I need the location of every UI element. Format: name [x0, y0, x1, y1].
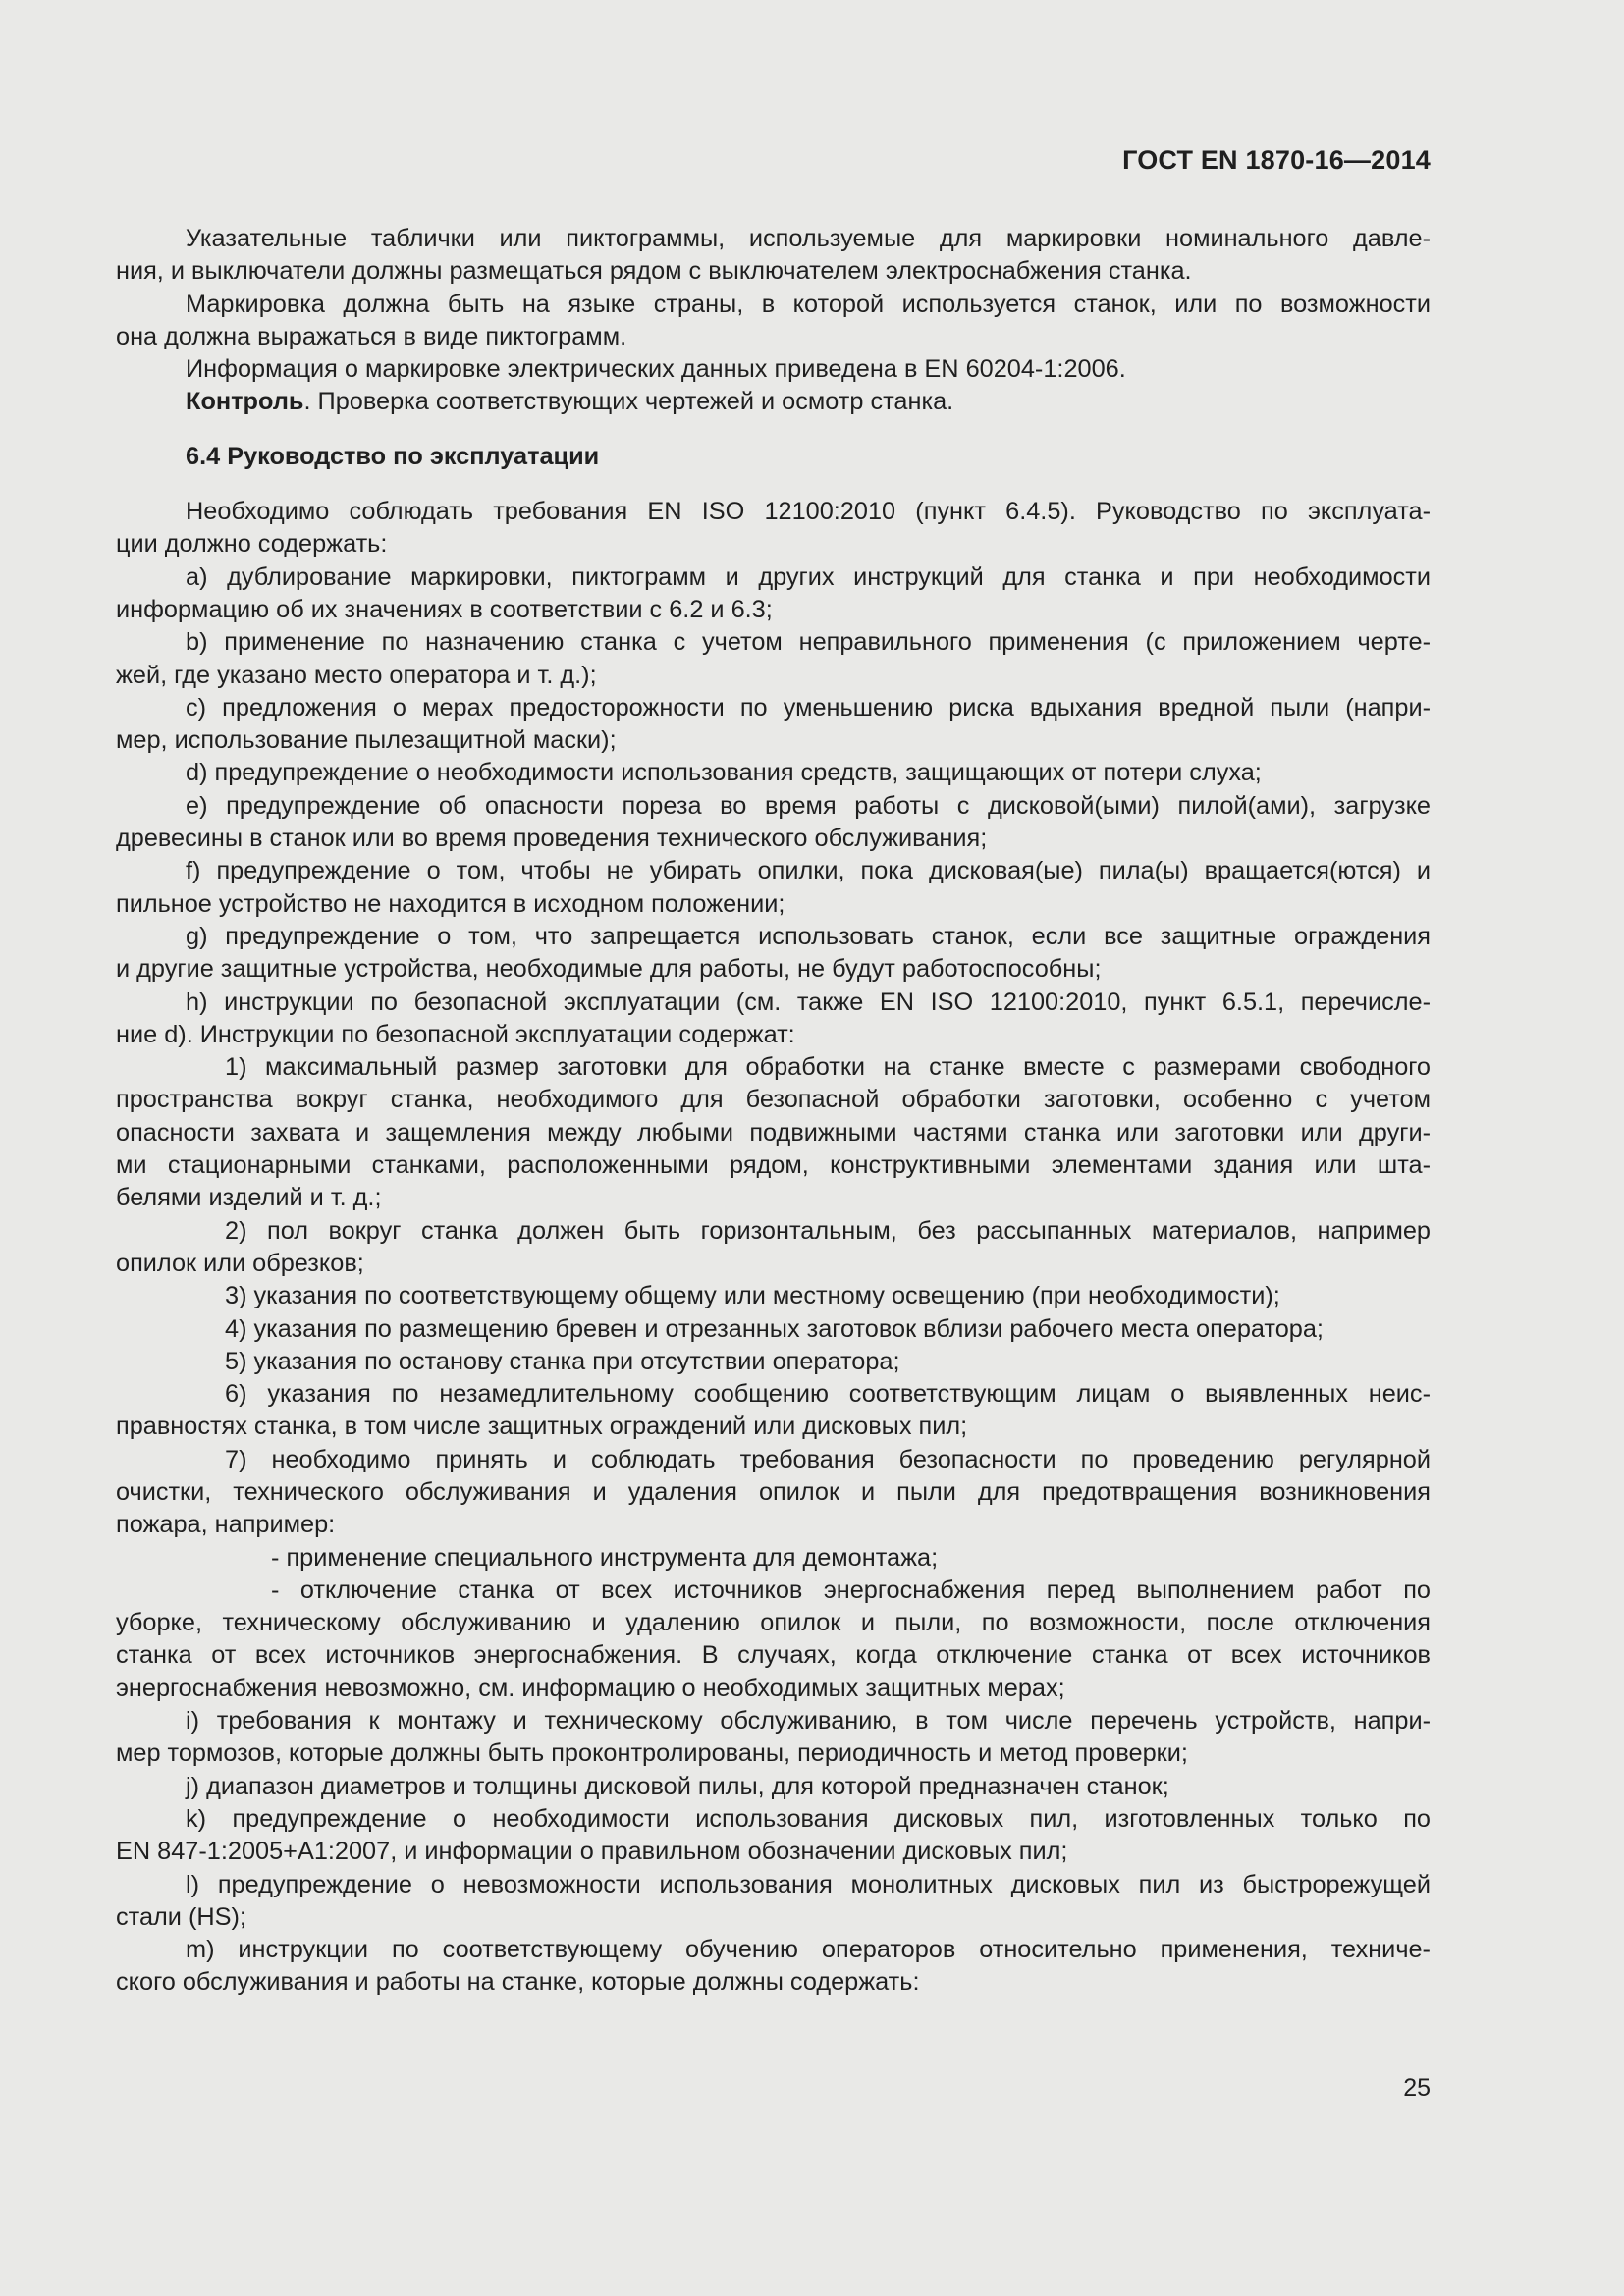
paragraph [116, 1771, 1431, 1803]
text-line: ми стационарными станками, расположенными рядом, конструктивными элементами здания или шта- [116, 1151, 1431, 1180]
text-line: 4) указания по размещению бревен и отрезанных заготовок вблизи рабочего места оператора; [225, 1314, 1324, 1343]
text-line: g) предупреждение о том, что запрещается использовать станок, если все защитные ограждения [186, 922, 1431, 950]
paragraph [116, 561, 1431, 627]
paragraph [116, 692, 1431, 758]
text-line: ского обслуживания и работы на станке, которые должны содержать: [116, 1968, 920, 1997]
text-line [116, 386, 1431, 418]
paragraph [116, 790, 1431, 856]
paragraph [116, 289, 1431, 354]
paragraph [116, 921, 1431, 987]
text-line: 3) указания по соответствующему общему или местному освещению (при необходимости); [225, 1282, 1280, 1310]
text-line: l) предупреждение о невозможности использования монолитных дисковых пил из быстрорежущей [186, 1870, 1431, 1898]
paragraph [116, 1346, 1431, 1378]
paragraph [116, 1051, 1431, 1214]
text-line: 7) необходимо принять и соблюдать требования безопасности по проведению регулярной [225, 1445, 1431, 1473]
paragraph [116, 1378, 1431, 1444]
text-line: белями изделий и т. д.; [116, 1184, 382, 1212]
section-paragraphs [116, 496, 1431, 2000]
text-fragment: . Проверка соответствующих чертежей и осмотр станка. [303, 388, 954, 416]
section-title: 6.4 Руководство по эксплуатации [186, 442, 600, 470]
text-line: h) инструкции по безопасной эксплуатации (см. также EN ISO 12100:2010, пункт 6.5.1, перечисле- [186, 988, 1431, 1016]
text-line: a) дублирование маркировки, пиктограмм и других инструкций для станка и при необходимости [186, 562, 1431, 591]
text-line: опасности захвата и защемления между любыми подвижными частями станка или заготовки или други- [116, 1118, 1431, 1147]
text-line: j) диапазон диаметров и толщины дисковой пилы, для которой предназначен станок; [186, 1772, 1169, 1800]
paragraph [116, 1313, 1431, 1346]
text-line: стали (HS); [116, 1902, 246, 1931]
paragraph [116, 987, 1431, 1052]
document-header: ГОСТ EN 1870-16—2014 [1122, 145, 1431, 175]
paragraph [116, 1215, 1431, 1281]
text-line: очистки, технического обслуживания и удаления опилок и пыли для предотвращения возникновения [116, 1477, 1431, 1506]
text-line: станка от всех источников энергоснабжения. В случаях, когда отключение станка от всех источников [116, 1641, 1431, 1670]
paragraph [116, 1444, 1431, 1542]
text-line: правностях станка, в том числе защитных ограждений или дисковых пил; [116, 1413, 968, 1441]
text-line: Необходимо соблюдать требования EN ISO 12100:2010 (пункт 6.4.5). Руководство по эксплуата- [186, 498, 1431, 526]
paragraph [116, 757, 1431, 789]
text-line: Указательные таблички или пиктограммы, используемые для маркировки номинального давле- [186, 225, 1431, 252]
text-line: жей, где указано место оператора и т. д.); [116, 661, 597, 689]
paragraph [116, 386, 1431, 418]
text-line: Информация о маркировке электрических данных приведена в EN 60204-1:2006. [186, 355, 1126, 384]
paragraph [116, 223, 1431, 289]
document-body [116, 223, 1431, 2000]
text-line: 5) указания по останову станка при отсутствии оператора; [225, 1347, 900, 1375]
text-line: 2) пол вокруг станка должен быть горизонтальным, без рассыпанных материалов, например [225, 1216, 1431, 1245]
text-line: она должна выражаться в виде пиктограмм. [116, 322, 627, 350]
text-line: m) инструкции по соответствующему обучению операторов относительно применения, техниче- [186, 1936, 1431, 1964]
paragraph [116, 626, 1431, 692]
paragraph [116, 1934, 1431, 2000]
paragraph [116, 1705, 1431, 1771]
text-line: пространства вокруг станка, необходимого для безопасной обработки заготовки, особенно с учетом [116, 1086, 1431, 1114]
paragraph [116, 1869, 1431, 1935]
paragraph [116, 1803, 1431, 1869]
text-line: EN 847-1:2005+A1:2007, и информации о правильном обозначении дисковых пил; [116, 1838, 1068, 1866]
text-line: информацию об их значениях в соответствии с 6.2 и 6.3; [116, 595, 773, 623]
text-line: ции должно содержать: [116, 530, 388, 559]
text-line: 6) указания по незамедлительному сообщению соответствующим лицам о выявленных неис- [225, 1380, 1431, 1409]
text-line: i) требования к монтажу и техническому обслуживанию, в том числе перечень устройств, напри- [186, 1707, 1431, 1735]
text-line: мер тормозов, которые должны быть проконтролированы, периодичность и метод проверки; [116, 1739, 1188, 1768]
paragraph [116, 496, 1431, 561]
text-line: c) предложения о мерах предосторожности по уменьшению риска вдыхания вредной пыли (напри- [186, 693, 1431, 721]
paragraph [116, 353, 1431, 386]
text-line: и другие защитные устройства, необходимые для работы, не будут работоспособны; [116, 955, 1102, 984]
text-line: 1) максимальный размер заготовки для обработки на станке вместе с размерами свободного [225, 1053, 1431, 1082]
text-line: d) предупреждение о необходимости использования средств, защищающих от потери слуха; [186, 759, 1262, 787]
text-line: f) предупреждение о том, чтобы не убирать опилки, пока дисковая(ые) пила(ы) вращается(ются) и [186, 857, 1431, 885]
text-line: мер, использование пылезащитной маски); [116, 726, 617, 755]
text-line: Маркировка должна быть на языке страны, в которой используется станок, или по возможности [186, 290, 1431, 318]
text-line: уборке, техническому обслуживанию и удалению опилок и пыли, по возможности, после отключения [116, 1609, 1431, 1637]
text-line: ния, и выключатели должны размещаться рядом с выключателем электроснабжения станка. [116, 257, 1192, 286]
paragraph [116, 855, 1431, 921]
intro-paragraphs [116, 223, 1431, 419]
text-line: - отключение станка от всех источников энергоснабжения перед выполнением работ по [271, 1575, 1431, 1604]
paragraph [116, 1575, 1431, 1705]
text-line: e) предупреждение об опасности пореза во время работы с дисковой(ыми) пилой(ами), загрузке [186, 791, 1431, 820]
text-line: энергоснабжения невозможно, см. информацию о необходимых защитных мерах; [116, 1674, 1065, 1702]
text-line: b) применение по назначению станка с учетом неправильного применения (с приложением черте- [186, 628, 1431, 657]
text-line: опилок или обрезков; [116, 1249, 364, 1277]
bold-keyword: Контроль [186, 388, 304, 416]
text-line: k) предупреждение о необходимости использования дисковых пил, изготовленных только по [186, 1804, 1431, 1833]
page-number: 25 [1403, 2074, 1431, 2102]
paragraph [116, 1280, 1431, 1312]
paragraph [116, 1542, 1431, 1575]
text-line: пожара, например: [116, 1511, 336, 1539]
text-line: пильное устройство не находится в исходном положении; [116, 889, 785, 918]
text-line: ние d). Инструкции по безопасной эксплуатации содержат: [116, 1020, 795, 1048]
text-line: древесины в станок или во время проведения технического обслуживания; [116, 825, 988, 853]
text-line: - применение специального инструмента для демонтажа; [271, 1543, 939, 1572]
